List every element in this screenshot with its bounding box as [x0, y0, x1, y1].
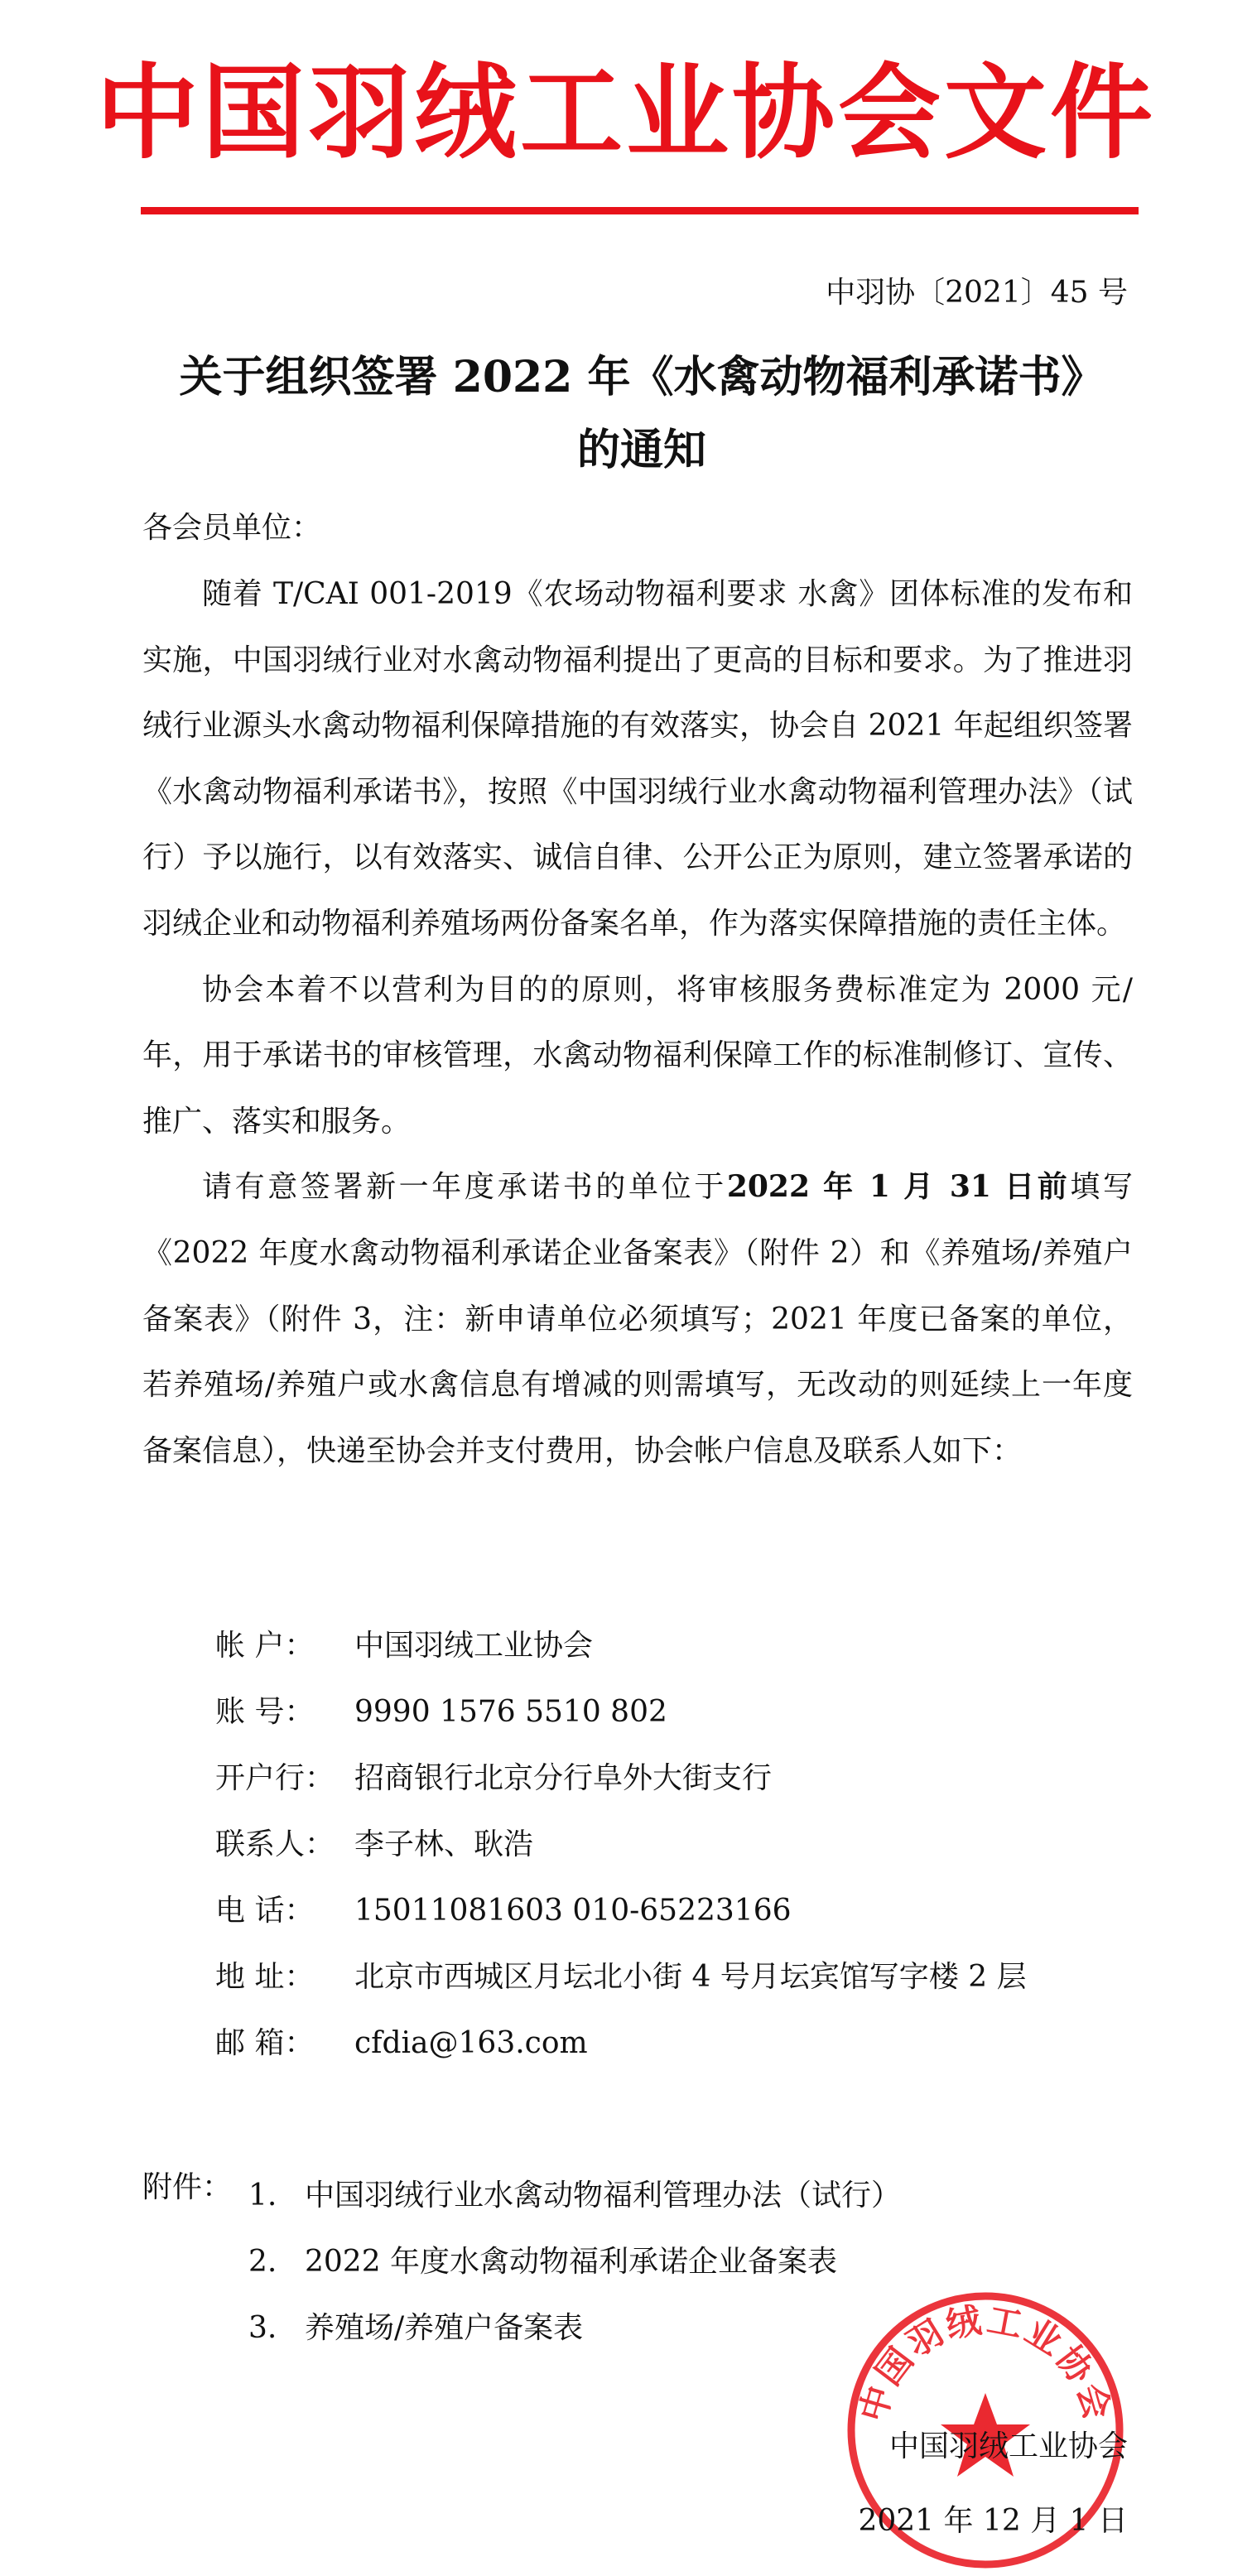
contact-row-address: [215, 1944, 1027, 2010]
contact-label: 联系人：: [215, 1827, 335, 1861]
contact-value: 中国羽绒工业协会: [354, 1629, 594, 1663]
document-number: 中羽协〔2021〕45 号: [826, 276, 1128, 310]
salutation: 各会员单位：: [142, 511, 322, 545]
notice-title-line2: 的通知: [576, 425, 706, 475]
signature-date: 2021 年 12 月 1 日: [858, 2504, 1128, 2538]
attachment-number: 1.: [248, 2179, 277, 2212]
attachments-list: [248, 2163, 901, 2362]
contact-value: 李子林、耿浩: [354, 1827, 534, 1861]
notice-title-line1: 关于组织签署 2022 年《水禽动物福利承诺书》: [179, 352, 1105, 402]
contact-label: 电 话：: [215, 1894, 315, 1928]
contact-value: 9990 1576 5510 802: [354, 1695, 667, 1729]
contact-row-phone: [215, 1878, 1027, 1944]
body-paragraph: 随着 T/CAI 001-2019《农场动物福利要求 水禽》团体标准的发布和实施，中国羽绒行业对水禽动物福利提出了更高的目标和要求。为了推进羽绒行业源头水禽动物福利保障措施的有效落实，协会自 2021 年起组织签署《水禽动物福利承诺书》，按照《中国羽绒行业水禽动物福利管理办法》（试行）予以施行，以有效落实、诚信自律、公开公正为原则，建立签署承诺的羽绒企业和动物福利养殖场两份备案名单，作为落实保障措施的责任主体。: [142, 577, 1133, 941]
deadline-date: 2022 年 1 月 31 日前: [726, 1169, 1071, 1205]
contact-value: 招商银行北京分行阜外大街支行: [354, 1761, 773, 1795]
contact-row-account-name: [215, 1613, 1027, 1679]
paragraph-text: 填写《2022 年度水禽动物福利承诺企业备案表》（附件 2）和《养殖场/养殖户备案表》（附件 3，注：新申请单位必须填写；2021 年度已备案的单位，若养殖场/养殖户或水禽信息有增减的则需填写，无改动的则延续上一年度备案信息），快递至协会并支付费用，协会帐户信息及联系人如下：: [142, 1170, 1133, 1468]
attachment-title: 2022 年度水禽动物福利承诺企业备案表: [305, 2245, 838, 2279]
contact-label: 账 号：: [215, 1695, 315, 1729]
attachment-item: [248, 2229, 901, 2295]
contact-row-account-number: [215, 1679, 1027, 1745]
notice-body: [142, 561, 1133, 1484]
contact-value: cfdia@163.com: [354, 2026, 588, 2060]
attachment-number: 2.: [248, 2245, 277, 2279]
attachment-item: [248, 2295, 901, 2362]
attachment-title: 中国羽绒行业水禽动物福利管理办法（试行）: [305, 2179, 902, 2212]
contact-info-list: [215, 1613, 1027, 2077]
seal-arc-text: 中国羽绒工业协会: [852, 2299, 1119, 2426]
notice-title: [141, 341, 1143, 487]
attachment-title: 养殖场/养殖户备案表: [305, 2311, 584, 2345]
attachment-item: [248, 2163, 901, 2229]
contact-value: 北京市西城区月坛北小街 4 号月坛宾馆写字楼 2 层: [354, 1960, 1027, 1994]
paragraph-text: 请有意签署新一年度承诺书的单位于: [202, 1170, 727, 1205]
contact-row-bank: [215, 1745, 1027, 1812]
contact-label: 地 址：: [215, 1960, 315, 1994]
contact-label: 开户行：: [215, 1761, 335, 1795]
header-red-rule: [141, 207, 1139, 214]
contact-row-email: [215, 2010, 1027, 2077]
contact-row-person: [215, 1812, 1027, 1878]
contact-value: 15011081603 010-65223166: [354, 1894, 792, 1928]
contact-label: 帐 户：: [215, 1629, 315, 1663]
document-header-title: 中国羽绒工业协会文件: [95, 53, 1156, 173]
body-paragraph: 协会本着不以营利为目的的原则，将审核服务费标准定为 2000 元/年，用于承诺书的审核管理，水禽动物福利保障工作的标准制修订、宣传、推广、落实和服务。: [142, 972, 1133, 1139]
attachments-label: 附件：: [142, 2170, 233, 2204]
body-paragraph: [142, 1154, 1133, 1484]
attachment-number: 3.: [248, 2311, 277, 2345]
signature-organization: 中国羽绒工业协会: [888, 2429, 1128, 2463]
contact-label: 邮 箱：: [215, 2026, 315, 2060]
